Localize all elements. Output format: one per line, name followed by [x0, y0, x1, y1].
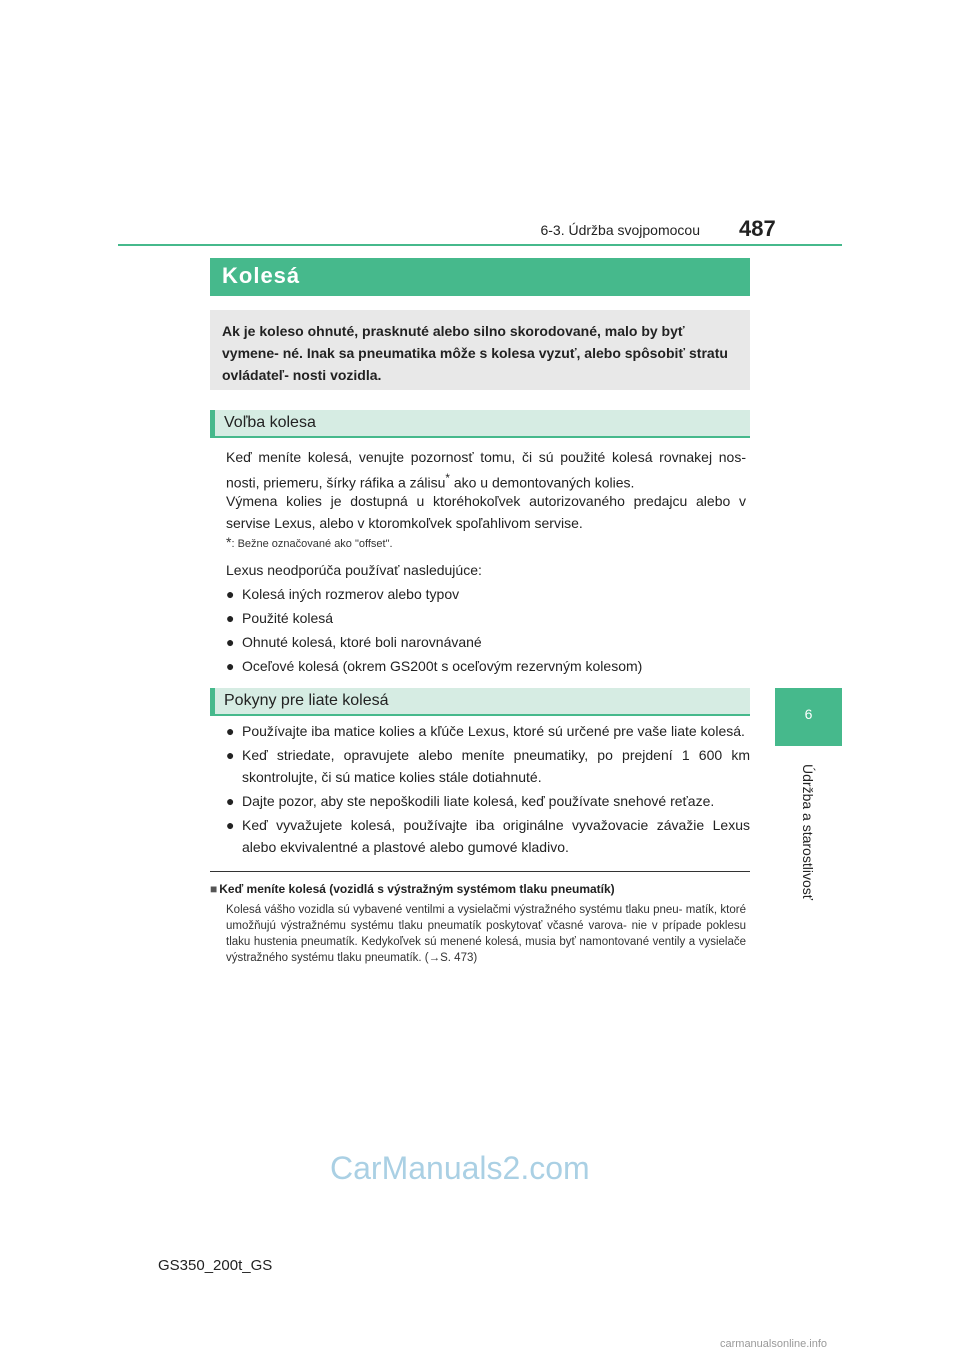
footnote-star: * [226, 534, 232, 550]
list-lead: Lexus neodporúča používať nasledujúce: [226, 562, 482, 578]
page-number: 487 [739, 216, 776, 241]
list-item [226, 814, 750, 858]
list-item [226, 744, 750, 788]
info-title-text: Keď meníte kolesá (vozidlá s výstražným systémom tlaku pneumatík) [219, 882, 615, 896]
bullet-icon: ● [226, 723, 235, 739]
footnote-text: : Bežne označované ako "offset". [231, 538, 393, 550]
square-marker-icon: ■ [210, 882, 218, 896]
info-title [210, 882, 615, 896]
alloy-wheel-precautions-list [226, 720, 750, 860]
list-item [226, 790, 750, 812]
subheading-wheel-selection: Voľba kolesa [210, 410, 750, 438]
list-item-text: Keď vyvažujete kolesá, používajte iba originálne vyvažovacie závažie Lexus alebo ekvivalentné a plastové alebo gumové kladivo. [242, 817, 750, 855]
footnote [226, 534, 393, 550]
list-item-text: Dajte pozor, aby ste nepoškodili liate kolesá, keď používate snehové reťaze. [242, 793, 715, 809]
paragraph-selection-criteria [226, 446, 746, 494]
footnote-marker: * [445, 472, 450, 485]
chapter-label: Údržba a starostlivosť [800, 764, 816, 900]
bottom-brand: carmanualsonline.info [720, 1338, 828, 1350]
list-item [226, 720, 750, 742]
watermark: CarManuals2.com [330, 1150, 590, 1186]
bullet-icon: ● [226, 747, 235, 763]
list-item-text: Oceľové kolesá (okrem GS200t s oceľovým rezervným kolesom) [242, 658, 643, 674]
paragraph-text: Keď meníte kolesá, venujte pozornosť tomu, či sú použité kolesá rovnakej nos- nosti, priemeru, šírky ráfika a zálisu [226, 449, 746, 491]
bullet-icon: ● [226, 793, 235, 809]
bullet-icon: ● [226, 658, 235, 674]
model-label: GS350_200t_GS [158, 1257, 273, 1274]
list-item-text: Keď striedate, opravujete alebo meníte pneumatiky, po prejdení 1 600 km skontrolujte, či sú matice kolies stále dotiahnuté. [242, 747, 750, 785]
list-item-text: Kolesá iných rozmerov alebo typov [242, 586, 460, 602]
list-item-text: Používajte iba matice kolies a kľúče Lexus, ktoré sú určené pre vaše liate kolesá. [242, 723, 745, 739]
info-body: Kolesá vášho vozidla sú vybavené ventilmi a vysielačmi výstražného systému tlaku pneu- matík, ktoré umožňujú výstražnému systému tlaku pneumatík poskytovať včasné varova- nie v prípade poklesu tlaku hustenia pneumatík. Kedykoľvek sú menené kolesá, musia byť namontované ventily a vysielače výstražného systému tlaku pneumatík. (→S. 473) [226, 904, 746, 964]
section-title: 6-3. Údržba svojpomocou [540, 222, 700, 238]
bullet-icon: ● [226, 817, 235, 833]
list-item [226, 655, 750, 677]
not-recommended-list [226, 583, 750, 679]
list-item-text: Použité kolesá [242, 610, 334, 626]
list-item-text: Ohnuté kolesá, ktoré boli narovnávané [242, 634, 482, 650]
chapter-tab [775, 688, 842, 746]
header-rule [118, 244, 842, 246]
bullet-icon: ● [226, 586, 235, 602]
intro-box: Ak je koleso ohnuté, prasknuté alebo silno skorodované, malo by byť vymene- né. Inak sa pneumatika môže s kolesa vyzuť, alebo spôsobiť stratu ovládateľ- nosti vozidla. [210, 310, 750, 390]
paragraph-replacement: Výmena kolies je dostupná u ktoréhokoľvek autorizovaného predajcu alebo v servise Lexus, alebo v ktoromkoľvek spoľahlivom servise. [226, 493, 746, 531]
list-item [226, 631, 750, 653]
paragraph-text: ako u demontovaných kolies. [449, 474, 635, 491]
list-item [226, 583, 750, 605]
bullet-icon: ● [226, 610, 235, 626]
list-item [226, 607, 750, 629]
main-heading: Kolesá [210, 258, 750, 296]
bullet-icon: ● [226, 634, 235, 650]
info-divider [210, 871, 750, 872]
chapter-number: 6 [804, 706, 813, 722]
subheading-alloy-wheels: Pokyny pre liate kolesá [210, 688, 750, 716]
